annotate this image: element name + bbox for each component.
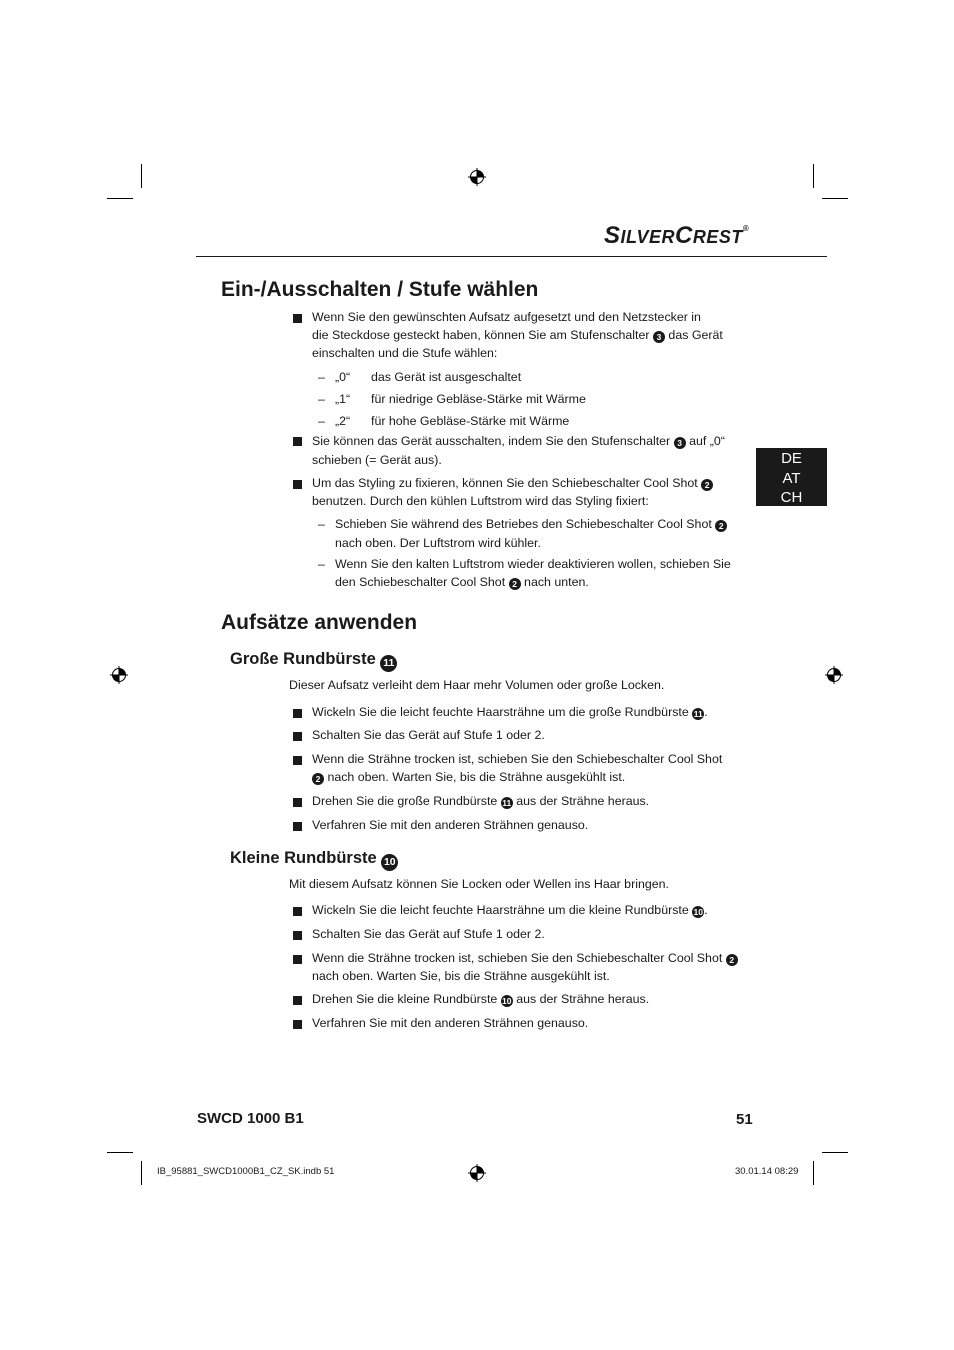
- page-number: 51: [736, 1111, 753, 1128]
- level-desc: für niedrige Gebläse-Stärke mit Wärme: [371, 392, 586, 406]
- level-key: „1“: [335, 392, 351, 406]
- part-number-badge: 2: [726, 954, 738, 966]
- subsection-title: Große Rundbürste 11: [230, 650, 397, 672]
- paragraph-line: Wenn Sie den kalten Luftstrom wieder deaktivieren wollen, schieben Sie: [335, 557, 731, 571]
- crop-mark: [141, 164, 142, 188]
- paragraph-line: Drehen Sie die kleine Rundbürste 10 aus der Strähne heraus.: [312, 992, 650, 1006]
- dash-marker: –: [318, 392, 325, 406]
- level-key: „2“: [335, 414, 351, 428]
- crop-mark: [822, 1152, 848, 1153]
- paragraph-line: Drehen Sie die große Rundbürste 11 aus der Strähne heraus.: [312, 794, 650, 808]
- paragraph-line: Schieben Sie während des Betriebes den Schiebeschalter Cool Shot 2: [335, 516, 727, 534]
- registration-mark-icon: [468, 168, 486, 186]
- registration-mark-icon: [468, 1164, 486, 1182]
- bullet-icon: [293, 955, 302, 964]
- paragraph-line: Wenn die Strähne trocken ist, schieben Sie den Schiebeschalter Cool Shot 2: [312, 950, 738, 968]
- dash-marker: –: [318, 517, 325, 531]
- bullet-icon: [293, 996, 302, 1005]
- section-title: Ein-/Ausschalten / Stufe wählen: [221, 278, 539, 301]
- part-number-badge: 2: [715, 520, 727, 532]
- crop-mark: [822, 198, 848, 199]
- part-number-badge: 10: [381, 854, 398, 871]
- bullet-icon: [293, 756, 302, 765]
- part-number-badge: 2: [701, 479, 713, 491]
- paragraph-line: nach oben. Der Luftstrom wird kühler.: [335, 536, 541, 550]
- bullet-icon: [293, 437, 302, 446]
- part-number-badge: 10: [502, 996, 512, 1006]
- paragraph-line: Um das Styling zu fixieren, können Sie den Schiebeschalter Cool Shot 2: [312, 475, 713, 493]
- crop-mark: [813, 1161, 814, 1185]
- bullet-icon: [293, 931, 302, 940]
- dash-marker: –: [318, 370, 325, 384]
- subsection-title: Kleine Rundbürste 10: [230, 849, 398, 871]
- level-desc: für hohe Gebläse-Stärke mit Wärme: [371, 414, 570, 428]
- part-number-badge: 10: [693, 907, 703, 917]
- bullet-icon: [293, 314, 302, 323]
- section-title: Aufsätze anwenden: [221, 611, 418, 634]
- crop-mark: [141, 1161, 142, 1185]
- lang-de: DE: [781, 450, 802, 467]
- level-desc: das Gerät ist ausgeschaltet: [371, 370, 522, 384]
- bullet-icon: [293, 732, 302, 741]
- paragraph-line: den Schiebeschalter Cool Shot 2 nach unten.: [335, 575, 589, 589]
- paragraph-line: einschalten und die Stufe wählen:: [312, 346, 498, 360]
- bullet-icon: [293, 907, 302, 916]
- brand-logo: SILVERCREST®: [604, 222, 750, 249]
- paragraph-line: Schalten Sie das Gerät auf Stufe 1 oder 2.: [312, 728, 545, 742]
- part-number-badge: 11: [693, 709, 703, 719]
- paragraph-line: Schalten Sie das Gerät auf Stufe 1 oder 2.: [312, 927, 545, 941]
- paragraph-line: Wickeln Sie die leicht feuchte Haarsträhne um die große Rundbürste 11 .: [312, 705, 708, 719]
- lang-ch: CH: [780, 489, 803, 506]
- paragraph-line: die Steckdose gesteckt haben, können Sie am Stufenschalter 3 das Gerät: [312, 328, 723, 342]
- paragraph-line: 2 nach oben. Warten Sie, bis die Strähne ausgekühlt ist.: [312, 769, 625, 787]
- part-number-badge: 2: [312, 773, 324, 785]
- part-number-badge: 11: [502, 798, 512, 808]
- header-rule: [196, 256, 827, 257]
- bullet-icon: [293, 798, 302, 807]
- slug-date: 30.01.14 08:29: [735, 1166, 799, 1177]
- paragraph-line: Verfahren Sie mit den anderen Strähnen genauso.: [312, 1016, 589, 1030]
- crop-mark: [107, 1152, 133, 1153]
- paragraph-line: Wenn die Strähne trocken ist, schieben Sie den Schiebeschalter Cool Shot: [312, 752, 723, 766]
- part-number-badge: 3: [674, 437, 686, 449]
- bullet-icon: [293, 480, 302, 489]
- bullet-icon: [293, 1020, 302, 1029]
- paragraph-line: benutzen. Durch den kühlen Luftstrom wird das Styling fixiert:: [312, 494, 649, 508]
- language-tab: [756, 448, 827, 506]
- paragraph-line: nach oben. Warten Sie, bis die Strähne ausgekühlt ist.: [312, 969, 610, 983]
- dash-marker: –: [318, 557, 325, 571]
- registration-mark-icon: [110, 666, 128, 684]
- registration-mark-icon: [825, 666, 843, 684]
- paragraph-line: schieben (= Gerät aus).: [312, 453, 442, 467]
- slug-file: IB_95881_SWCD1000B1_CZ_SK.indb 51: [157, 1166, 335, 1177]
- intro-text: Mit diesem Aufsatz können Sie Locken oder Wellen ins Haar bringen.: [289, 877, 669, 891]
- paragraph-line: Wickeln Sie die leicht feuchte Haarsträhne um die kleine Rundbürste 10.: [312, 903, 708, 917]
- crop-mark: [813, 164, 814, 188]
- part-number-badge: 11: [380, 655, 397, 672]
- paragraph-line: Wenn Sie den gewünschten Aufsatz aufgesetzt und den Netzstecker in: [312, 310, 701, 324]
- dash-marker: –: [318, 414, 325, 428]
- paragraph-line: Verfahren Sie mit den anderen Strähnen genauso.: [312, 818, 589, 832]
- footer-model: SWCD 1000 B1: [197, 1110, 304, 1127]
- level-key: „0“: [335, 370, 351, 384]
- bullet-icon: [293, 822, 302, 831]
- intro-text: Dieser Aufsatz verleiht dem Haar mehr Volumen oder große Locken.: [289, 678, 665, 692]
- part-number-badge: 3: [653, 331, 665, 343]
- bullet-icon: [293, 709, 302, 718]
- paragraph-line: Sie können das Gerät ausschalten, indem Sie den Stufenschalter 3 auf „0“: [312, 434, 725, 448]
- crop-mark: [107, 198, 133, 199]
- lang-at: AT: [782, 469, 801, 487]
- part-number-badge: 2: [509, 578, 521, 590]
